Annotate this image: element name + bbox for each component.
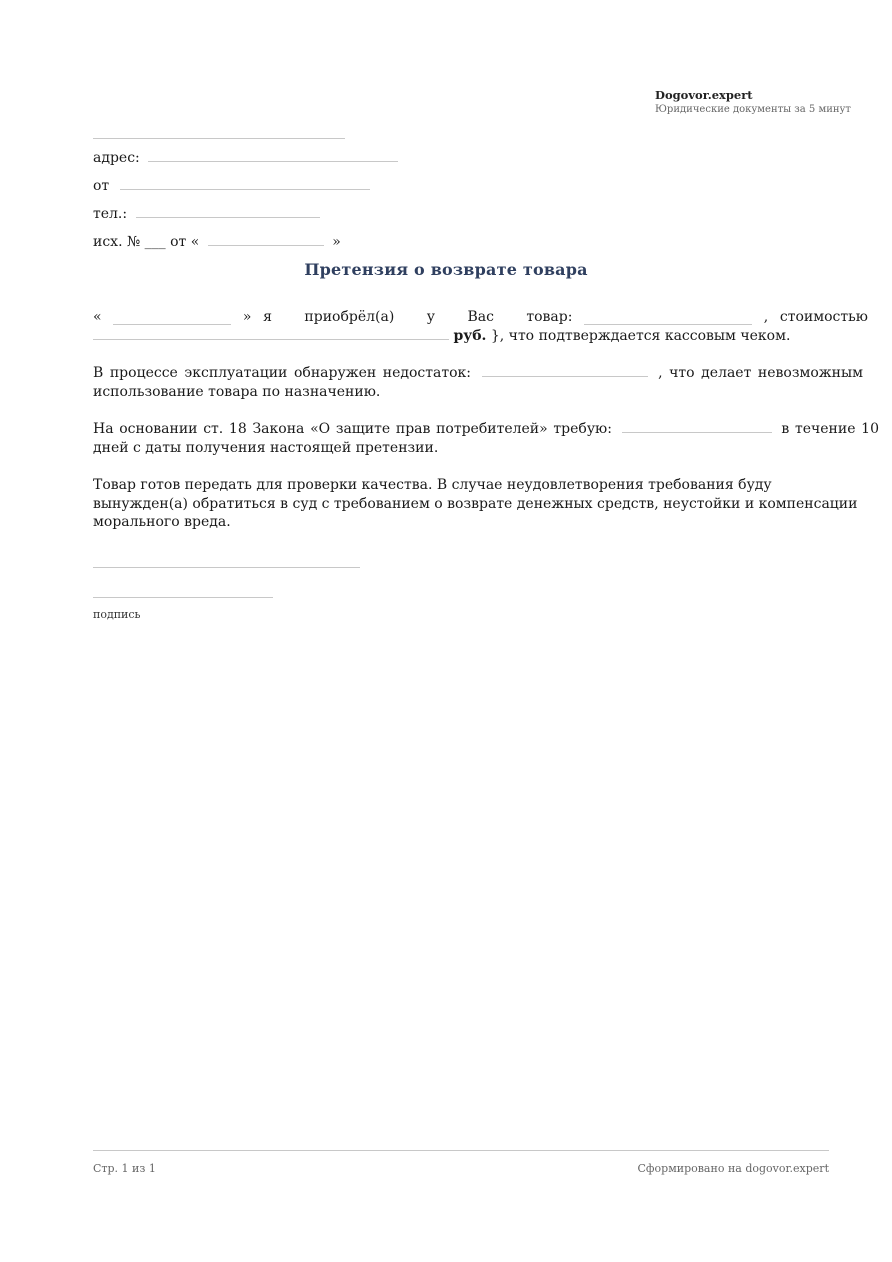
page-number: Стр. 1 из 1	[93, 1162, 156, 1175]
demand-field[interactable]	[622, 420, 772, 433]
paragraph-1-line-2	[93, 327, 790, 344]
from-label: от	[93, 178, 110, 194]
product-field[interactable]	[584, 312, 752, 325]
signature-line[interactable]	[93, 597, 273, 598]
brand-name: Dogovor.expert	[655, 88, 753, 102]
defect-field[interactable]	[482, 364, 648, 377]
cost-label: стоимостью	[779, 309, 868, 325]
outgoing-ref-date-field[interactable]	[208, 233, 324, 246]
defect-text-a: В процессе эксплуатации обнаружен недостаток:	[93, 365, 471, 381]
recipient-name-line[interactable]	[93, 138, 345, 139]
from-row	[93, 177, 370, 194]
paragraph-court: Товар готов передать для проверки качества. В случае неудовлетворения требования буду вынужден(а) обратиться в суд с требованием о возврате денежных средств, неустойки и компенсации морального вреда.	[93, 477, 858, 530]
outgoing-ref-prefix: исх. № ___ от «	[93, 234, 200, 250]
signature-label: подпись	[93, 608, 141, 621]
generated-by: Сформировано на dogovor.expert	[637, 1162, 829, 1175]
phone-field[interactable]	[136, 205, 320, 218]
signature-name-line[interactable]	[93, 567, 360, 568]
defect-text-b: , что делает невозможным использование товара по назначению.	[93, 365, 864, 400]
address-field[interactable]	[148, 149, 398, 162]
document-title: Претензия о возврате товара	[304, 260, 588, 279]
paragraph-defect	[93, 364, 863, 401]
from-field[interactable]	[120, 177, 370, 190]
demand-text-b: в течение 10 дней с даты получения настоящей претензии.	[93, 421, 879, 456]
phone-label: тел.:	[93, 206, 128, 222]
outgoing-ref-suffix: »	[332, 234, 341, 250]
outgoing-ref-row	[93, 233, 341, 250]
address-row	[93, 149, 398, 166]
currency-label: руб.	[453, 328, 487, 344]
paragraph-demand	[93, 420, 879, 457]
receipt-text: }, что подтверждается кассовым чеком.	[490, 328, 791, 344]
demand-text-a: На основании ст. 18 Закона «О защите прав потребителей» требую:	[93, 421, 612, 437]
footer-divider	[93, 1150, 829, 1151]
address-label: адрес:	[93, 150, 140, 166]
price-field[interactable]	[93, 327, 449, 340]
brand-tagline: Юридические документы за 5 минут	[655, 104, 851, 115]
product-comma: ,	[763, 309, 769, 325]
purchase-date-close-quote: »	[242, 309, 252, 325]
purchase-text: я приобрёл(а) у Вас товар:	[263, 309, 573, 325]
paragraph-1-line-1	[93, 309, 868, 325]
purchase-date-open-quote: «	[93, 309, 102, 325]
phone-row	[93, 205, 320, 222]
purchase-date-field[interactable]	[113, 312, 231, 325]
